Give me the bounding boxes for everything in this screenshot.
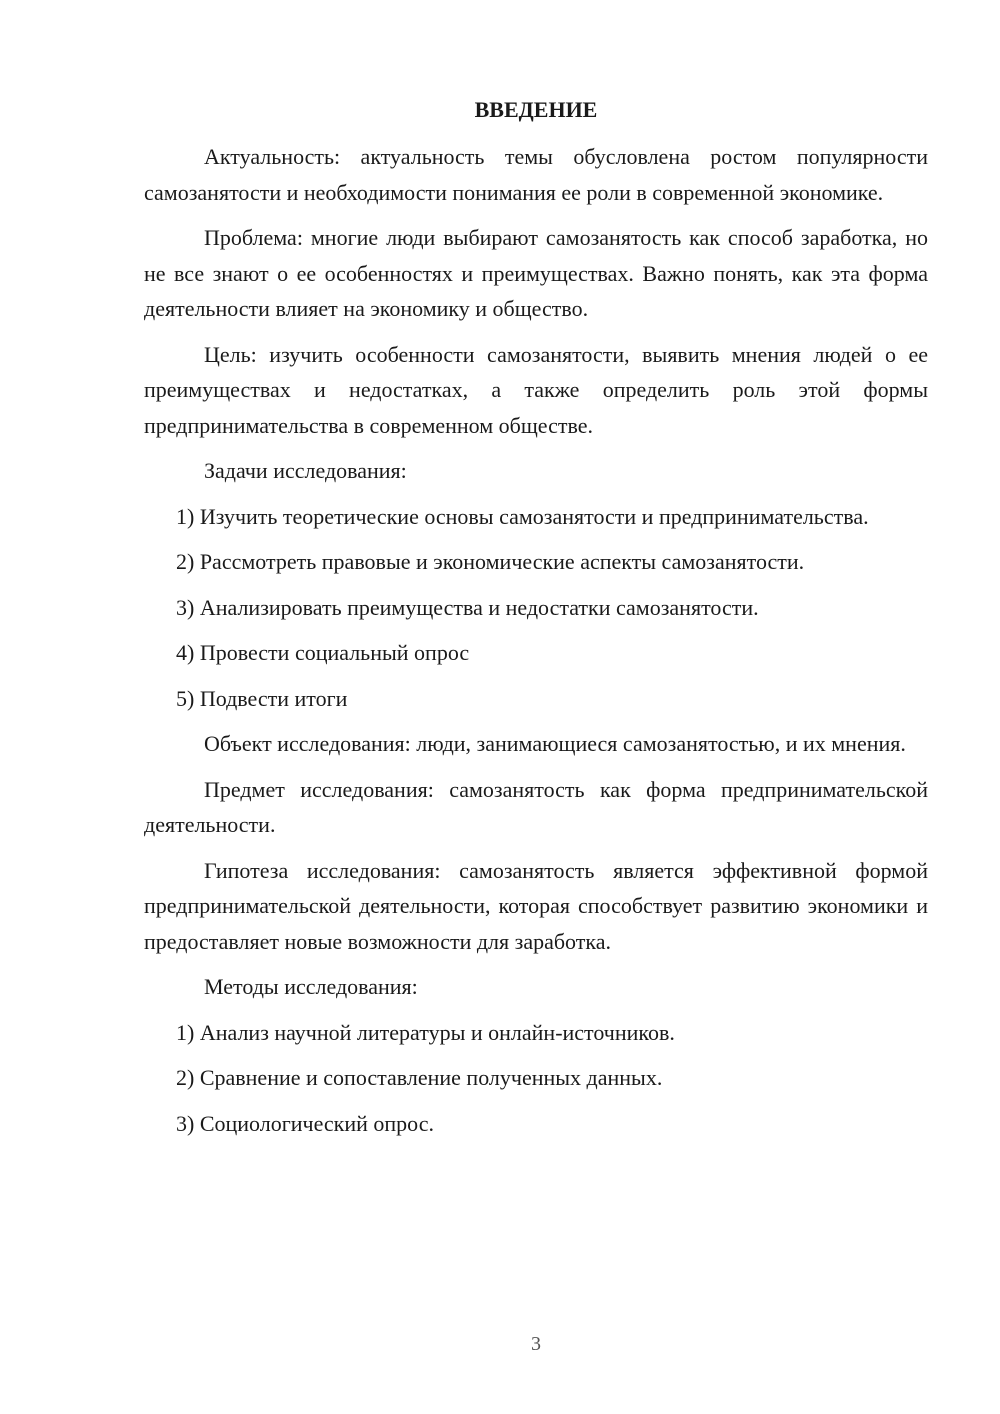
page-number: 3: [531, 1333, 541, 1355]
relevance-paragraph: Актуальность: актуальность темы обусловлена ростом популярности самозанятости и необходимости понимания ее роли в современной экономике.: [144, 144, 928, 205]
method-item-1: 1) Анализ научной литературы и онлайн-источников.: [176, 1019, 675, 1045]
task-item-3: 3) Анализировать преимущества и недостатки самозанятости.: [176, 594, 759, 620]
hypothesis-paragraph: Гипотеза исследования: самозанятость является эффективной формой предпринимательской деятельности, которая способствует развитию экономики и предоставляет новые возможности для заработка.: [144, 857, 928, 954]
subject-paragraph: Предмет исследования: самозанятость как форма предпринимательской деятельности.: [144, 776, 928, 837]
tasks-heading: Задачи исследования:: [204, 458, 407, 483]
problem-paragraph: Проблема: многие люди выбирают самозанятость как способ заработка, но не все знают о ее особенностях и преимуществах. Важно понять, как эта форма деятельности влияет на экономику и общество.: [144, 225, 928, 321]
page-title: ВВЕДЕНИЕ: [474, 97, 598, 122]
task-item-5: 5) Подвести итоги: [176, 685, 348, 711]
object-paragraph: Объект исследования: люди, занимающиеся самозанятостью, и их мнения.: [204, 731, 906, 756]
methods-heading: Методы исследования:: [204, 974, 418, 999]
document-page: [144, 93, 928, 1151]
task-item-4: 4) Провести социальный опрос: [176, 640, 470, 665]
task-item-1: 1) Изучить теоретические основы самозанятости и предпринимательства.: [176, 503, 869, 529]
goal-paragraph: Цель: изучить особенности самозанятости, выявить мнения людей о ее преимуществах и недостатках, а также определить роль этой формы предпринимательства в современном обществе.: [144, 341, 928, 438]
method-item-2: 2) Сравнение и сопоставление полученных данных.: [176, 1065, 663, 1090]
task-item-2: 2) Рассмотреть правовые и экономические аспекты самозанятости.: [176, 549, 805, 574]
method-item-3: 3) Социологический опрос.: [176, 1110, 434, 1136]
